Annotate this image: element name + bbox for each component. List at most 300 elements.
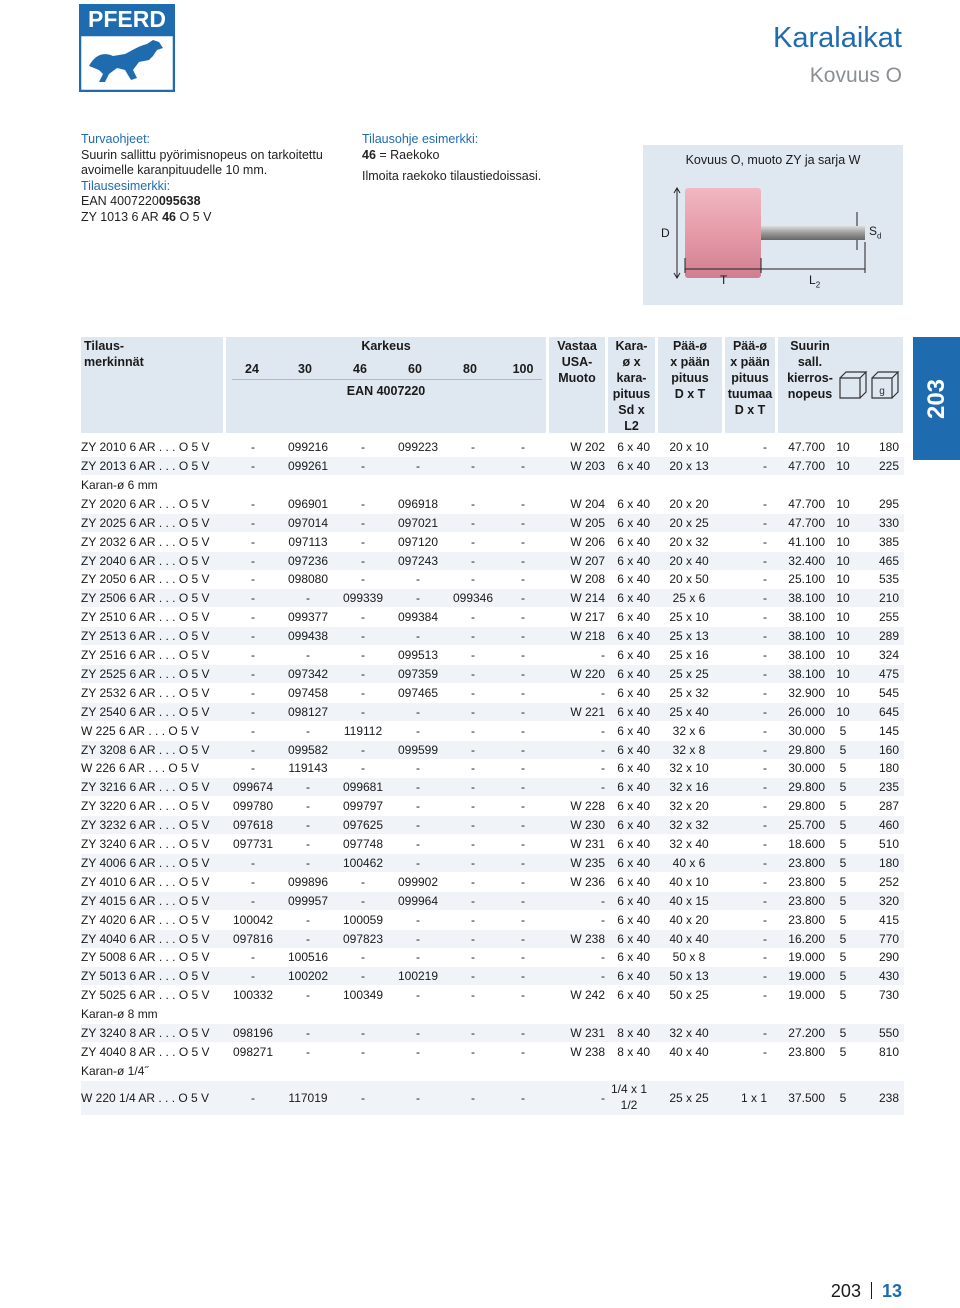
table-cell: - xyxy=(251,761,255,776)
table-cell: 41.100 xyxy=(788,534,825,549)
table-cell: 6 x 40 xyxy=(617,723,650,738)
table-cell: 100349 xyxy=(342,988,384,1003)
table-cell: 099896 xyxy=(287,874,329,889)
table-cell: - xyxy=(306,648,310,662)
table-cell: W 207 xyxy=(570,553,605,568)
table-cell: 6 x 40 xyxy=(617,440,650,454)
table-cell: - xyxy=(521,723,525,738)
table-cell: 210 xyxy=(878,591,899,606)
th-grit-30: 30 xyxy=(298,362,312,376)
table-cell: 29.800 xyxy=(788,742,825,757)
th-grit-46: 46 xyxy=(353,362,367,376)
table-cell: - xyxy=(251,534,255,549)
label-sd xyxy=(869,224,881,240)
order-code-cell: ZY 2532 6 AR . . . O 5 V xyxy=(81,685,210,700)
table-cell: - xyxy=(251,666,255,681)
table-cell: - xyxy=(521,648,525,662)
section-label: Karan-ø 1/4˝ xyxy=(81,1063,149,1078)
order-code-cell: ZY 2013 6 AR . . . O 5 V xyxy=(81,458,210,473)
table-cell: - xyxy=(416,704,420,719)
table-cell: - xyxy=(521,950,525,965)
table-cell: - xyxy=(471,1090,475,1105)
chapter-number: 13 xyxy=(881,1281,902,1301)
page-tab xyxy=(913,337,960,460)
table-cell: - xyxy=(763,893,767,908)
table-cell: - xyxy=(416,780,420,795)
table-cell: 324 xyxy=(878,648,899,662)
table-cell: 40 x 20 xyxy=(669,912,709,927)
table-cell: 415 xyxy=(878,912,899,927)
th-headin-1: Pää-ø xyxy=(732,339,768,353)
table-cell: - xyxy=(471,723,475,738)
table-cell: 29.800 xyxy=(788,799,825,814)
table-row xyxy=(81,1043,904,1061)
table-cell: - xyxy=(763,648,767,662)
table-row xyxy=(81,835,904,853)
table-row xyxy=(81,438,904,456)
table-cell: 40 x 40 xyxy=(669,931,709,946)
table-cell: - xyxy=(251,553,255,568)
table-cell: 238 xyxy=(878,1090,899,1105)
table-cell: 097342 xyxy=(287,666,329,681)
table-cell: - xyxy=(416,591,420,606)
th-usa-2: USA- xyxy=(561,355,593,369)
table-cell: 097021 xyxy=(397,515,439,530)
page-tab-label: 203 xyxy=(922,378,950,419)
table-cell: - xyxy=(361,950,365,965)
label-s: S xyxy=(869,224,878,238)
table-cell: 550 xyxy=(878,1026,899,1041)
table-cell: - xyxy=(471,553,475,568)
table-cell: - xyxy=(251,704,255,719)
table-cell: - xyxy=(306,855,310,870)
order-code-cell: ZY 2513 6 AR . . . O 5 V xyxy=(81,629,210,644)
table-row xyxy=(81,948,904,966)
table-cell: - xyxy=(361,440,365,454)
table-cell: - xyxy=(416,1026,420,1041)
table-cell: - xyxy=(521,1026,525,1041)
order-code-cell: ZY 4020 6 AR . . . O 5 V xyxy=(81,912,210,927)
diagram-title: Kovuus O, muoto ZY ja sarja W xyxy=(685,153,861,167)
order-example-code xyxy=(81,210,341,226)
table-cell: 145 xyxy=(878,723,899,738)
order-code-cell: ZY 2020 6 AR . . . O 5 V xyxy=(81,496,210,511)
table-cell: - xyxy=(521,1090,525,1105)
table-cell: 475 xyxy=(878,666,899,681)
table-cell: W 205 xyxy=(570,515,605,530)
table-cell: - xyxy=(763,837,767,851)
package-icons xyxy=(838,368,900,402)
table-cell: 6 x 40 xyxy=(617,969,650,984)
table-cell: - xyxy=(763,912,767,927)
table-cell: W 228 xyxy=(570,799,605,814)
table-cell: 100042 xyxy=(232,912,274,927)
table-cell: - xyxy=(763,799,767,814)
th-shank-3: kara- xyxy=(616,371,647,385)
order-code-cell: ZY 4015 6 AR . . . O 5 V xyxy=(81,893,210,908)
table-row xyxy=(81,892,904,910)
table-cell: - xyxy=(416,1090,420,1105)
table-cell: 10 xyxy=(836,534,850,549)
table-cell: - xyxy=(251,440,255,454)
table-cell: 50 x 13 xyxy=(669,969,709,984)
table-cell: 098271 xyxy=(232,1045,274,1059)
table-cell: - xyxy=(251,855,255,870)
table-cell: 097465 xyxy=(397,685,439,700)
table-cell: 097120 xyxy=(397,534,439,549)
table-cell: 097236 xyxy=(287,553,329,568)
table-cell: - xyxy=(471,969,475,984)
table-cell: 18.600 xyxy=(788,837,825,851)
table-cell: 32 x 6 xyxy=(672,723,706,738)
table-row xyxy=(81,627,904,645)
table-cell: - xyxy=(361,874,365,889)
table-cell: - xyxy=(763,1026,767,1041)
table-cell: - xyxy=(416,458,420,473)
table-cell: 6 x 40 xyxy=(617,799,650,814)
table-cell: - xyxy=(601,912,605,927)
table-cell: 295 xyxy=(878,496,899,511)
table-cell: 20 x 20 xyxy=(669,496,709,511)
table-cell: - xyxy=(306,1045,310,1059)
th-shank-1: Kara- xyxy=(615,339,648,353)
table-cell: 100462 xyxy=(342,855,384,870)
table-cell: 5 xyxy=(839,818,847,833)
table-cell: 47.700 xyxy=(788,440,825,454)
table-cell: 25.700 xyxy=(788,818,825,833)
table-cell: 40 x 10 xyxy=(669,874,709,889)
order-code-cell: ZY 2525 6 AR . . . O 5 V xyxy=(81,666,210,681)
table-cell: 10 xyxy=(836,610,850,625)
order-code-cell: ZY 5025 6 AR . . . O 5 V xyxy=(81,988,210,1003)
table-cell: 10 xyxy=(836,515,850,530)
instr-text: Ilmoita raekoko tilaustiedoissasi. xyxy=(362,169,542,183)
table-cell: 097823 xyxy=(342,931,384,946)
table-cell: - xyxy=(763,515,767,530)
th-shank-4: pituus xyxy=(612,387,651,401)
table-cell: - xyxy=(521,496,525,511)
order-code-cell: W 225 6 AR . . . O 5 V xyxy=(81,723,200,738)
th-shank-2: ø x xyxy=(622,355,641,369)
shank xyxy=(761,226,865,240)
table-row xyxy=(81,911,904,929)
table-cell: - xyxy=(471,742,475,757)
table-cell: W 208 xyxy=(570,572,605,587)
table-cell: - xyxy=(416,572,420,587)
table-cell: 6 x 40 xyxy=(617,458,650,473)
table-row xyxy=(81,495,904,513)
order-code-cell: ZY 4040 8 AR . . . O 5 V xyxy=(81,1045,210,1059)
table-cell: - xyxy=(763,969,767,984)
table-cell: 6 x 40 xyxy=(617,818,650,833)
product-diagram xyxy=(643,145,903,305)
table-cell: - xyxy=(471,685,475,700)
table-row xyxy=(81,967,904,985)
table-cell: - xyxy=(361,458,365,473)
table-cell: 10 xyxy=(836,458,850,473)
th-speed-4: nopeus xyxy=(787,387,833,401)
table-cell: - xyxy=(601,685,605,700)
order-code-cell: ZY 5013 6 AR . . . O 5 V xyxy=(81,969,210,984)
table-cell: - xyxy=(521,704,525,719)
table-cell: - xyxy=(251,648,255,662)
table-cell: 6 x 40 xyxy=(617,780,650,795)
table-cell: 6 x 40 xyxy=(617,553,650,568)
table-row xyxy=(81,873,904,891)
th-usa-1: Vastaa xyxy=(557,339,597,353)
table-cell: - xyxy=(521,610,525,625)
table-cell: - xyxy=(471,1026,475,1041)
table-cell: - xyxy=(601,969,605,984)
table-cell: 099384 xyxy=(397,610,439,625)
th-head-3: pituus xyxy=(671,371,709,385)
table-cell: 5 xyxy=(839,761,847,776)
table-cell: 5 xyxy=(839,742,847,757)
table-cell: 6 x 40 xyxy=(617,742,650,757)
table-cell: 32.400 xyxy=(788,553,825,568)
table-cell: 20 x 32 xyxy=(669,534,709,549)
table-cell: 1 x 1 xyxy=(740,1090,767,1105)
table-cell: 098080 xyxy=(287,572,329,587)
table-cell: - xyxy=(416,950,420,965)
table-cell: 32 x 16 xyxy=(669,780,709,795)
table-row xyxy=(81,930,904,948)
table-cell: 099674 xyxy=(232,780,274,795)
order-code-cell: W 220 1/4 AR . . . O 5 V xyxy=(81,1090,210,1105)
th-grit: Karkeus xyxy=(361,339,411,353)
table-row xyxy=(81,778,904,796)
order-code-cell: ZY 3240 8 AR . . . O 5 V xyxy=(81,1026,210,1041)
table-cell: 099339 xyxy=(342,591,384,606)
table-cell: - xyxy=(763,704,767,719)
table-cell: 25 x 6 xyxy=(672,591,706,606)
table-cell: - xyxy=(601,723,605,738)
table-cell: 099216 xyxy=(287,440,329,454)
table-row xyxy=(81,1081,904,1115)
grit-separator xyxy=(232,379,542,380)
th-head-2: x pään xyxy=(670,355,710,369)
table-cell: 096901 xyxy=(287,496,329,511)
table-cell: - xyxy=(251,742,255,757)
table-cell: - xyxy=(471,515,475,530)
table-row xyxy=(81,665,904,683)
table-cell: 097113 xyxy=(288,534,328,549)
order-code-cell: ZY 2516 6 AR . . . O 5 V xyxy=(81,648,210,662)
table-cell: 25 x 13 xyxy=(669,629,709,644)
table-cell: 6 x 40 xyxy=(617,950,650,965)
th-headin-5: D x T xyxy=(734,403,766,417)
table-cell: 25 x 16 xyxy=(669,648,709,662)
table-row xyxy=(81,514,904,532)
table-cell: - xyxy=(521,837,525,851)
order-code-cell: ZY 3232 6 AR . . . O 5 V xyxy=(81,818,210,833)
table-cell: - xyxy=(521,515,525,530)
footer-divider xyxy=(871,1282,872,1299)
table-cell: - xyxy=(471,780,475,795)
table-cell: 287 xyxy=(878,799,899,814)
table-cell: - xyxy=(763,666,767,681)
th-shank-6: L2 xyxy=(624,419,639,433)
table-cell: 289 xyxy=(878,629,899,644)
table-cell: - xyxy=(763,553,767,568)
table-cell: 25 x 25 xyxy=(669,666,709,681)
table-cell: W 238 xyxy=(570,931,605,946)
table-cell: 38.100 xyxy=(788,629,825,644)
safety-text-2: avoimelle karanpituudelle 10 mm. xyxy=(81,163,268,177)
th-speed-3: kierros- xyxy=(787,371,833,385)
weight-unit: g xyxy=(879,386,885,397)
table-cell: - xyxy=(306,780,310,795)
table-cell: W 221 xyxy=(570,704,605,719)
table-cell: - xyxy=(251,969,255,984)
table-cell: 47.700 xyxy=(788,496,825,511)
table-cell: 5 xyxy=(839,931,847,946)
table-cell: - xyxy=(763,610,767,625)
table-cell: W 231 xyxy=(570,1026,605,1041)
table-cell: - xyxy=(416,912,420,927)
table-cell: - xyxy=(763,496,767,511)
table-cell: - xyxy=(361,666,365,681)
th-speed-2: sall. xyxy=(797,355,823,369)
table-cell: - xyxy=(361,1026,365,1041)
table-cell: - xyxy=(306,799,310,814)
instr-grit-value: 46 xyxy=(362,147,376,162)
table-cell: 810 xyxy=(878,1045,899,1059)
table-cell: 099957 xyxy=(287,893,329,908)
table-cell: 8 x 40 xyxy=(617,1026,650,1041)
page-title: Karalaikat xyxy=(773,22,902,54)
table-cell: 097748 xyxy=(342,837,384,851)
th-head-1: Pää-ø xyxy=(672,339,708,353)
table-row xyxy=(81,552,904,570)
table-cell: 40 x 6 xyxy=(672,855,706,870)
table-cell: 255 xyxy=(878,610,899,625)
table-cell: 30.000 xyxy=(788,723,825,738)
table-cell: - xyxy=(361,534,365,549)
table-cell: 290 xyxy=(878,950,899,965)
table-cell: 100516 xyxy=(287,950,329,965)
table-row xyxy=(81,570,904,588)
table-cell: 097816 xyxy=(232,931,274,946)
table-cell: 23.800 xyxy=(788,1045,825,1059)
order-code-cell: ZY 3220 6 AR . . . O 5 V xyxy=(81,799,210,814)
section-label: Karan-ø 8 mm xyxy=(81,1007,158,1022)
table-cell: 5 xyxy=(839,874,847,889)
table-cell: 23.800 xyxy=(788,874,825,889)
table-cell: 20 x 13 xyxy=(669,458,709,473)
table-cell: - xyxy=(251,874,255,889)
table-cell: - xyxy=(471,950,475,965)
table-cell: - xyxy=(416,988,420,1003)
table-cell: - xyxy=(251,572,255,587)
table-cell: 8 x 40 xyxy=(617,1045,650,1059)
table-cell: - xyxy=(306,837,310,851)
table-cell: 099797 xyxy=(342,799,384,814)
table-cell: - xyxy=(521,591,525,606)
table-cell: - xyxy=(361,704,365,719)
table-cell: - xyxy=(471,610,475,625)
table-row xyxy=(81,589,904,607)
table-cell: 32 x 40 xyxy=(669,1026,709,1041)
table-cell: - xyxy=(521,855,525,870)
table-cell: 25 x 10 xyxy=(669,610,709,625)
table-cell: - xyxy=(601,1090,605,1105)
table-cell: 25.100 xyxy=(788,572,825,587)
table-cell: 30.000 xyxy=(788,761,825,776)
table-cell: 5 xyxy=(839,799,847,814)
table-cell: - xyxy=(763,818,767,833)
order-code-cell: ZY 4040 6 AR . . . O 5 V xyxy=(81,931,210,946)
order-code-cell: ZY 2540 6 AR . . . O 5 V xyxy=(81,704,210,719)
table-cell: - xyxy=(521,534,525,549)
table-cell: 099599 xyxy=(397,742,439,757)
table-cell: - xyxy=(521,629,525,644)
table-row xyxy=(81,741,904,759)
table-cell: 180 xyxy=(878,440,899,454)
package-quantity-icon xyxy=(840,372,866,398)
table-row xyxy=(81,684,904,702)
table-cell: - xyxy=(361,685,365,700)
table-cell: - xyxy=(416,931,420,946)
table-cell: 099438 xyxy=(287,629,329,644)
table-cell: 38.100 xyxy=(788,666,825,681)
table-cell: 50 x 8 xyxy=(672,950,706,965)
th-order-2: merkinnät xyxy=(84,355,144,369)
table-cell: W 238 xyxy=(570,1045,605,1059)
table-cell: - xyxy=(306,1026,310,1041)
table-cell: 099377 xyxy=(287,610,329,625)
table-cell: 460 xyxy=(878,818,899,833)
table-row xyxy=(81,722,904,740)
table-cell: - xyxy=(521,912,525,927)
table-cell: - xyxy=(521,893,525,908)
safety-text-1: Suurin sallittu pyörimisnopeus on tarkoitettu xyxy=(81,147,323,162)
table-cell: 5 xyxy=(839,1090,847,1105)
table-cell: W 230 xyxy=(570,818,605,833)
table-cell: 47.700 xyxy=(788,515,825,530)
table-cell: - xyxy=(763,931,767,946)
mounted-point-drawing xyxy=(643,145,903,305)
table-cell: - xyxy=(361,610,365,625)
table-cell: 5 xyxy=(839,1026,847,1041)
order-example-ean xyxy=(81,194,341,210)
table-cell: W 231 xyxy=(570,837,605,851)
table-cell: 6 x 40 xyxy=(617,855,650,870)
table-cell: 097618 xyxy=(232,818,274,833)
table-cell: 117019 xyxy=(288,1090,328,1105)
label-s-sub: d xyxy=(877,231,882,241)
table-cell: 6 x 40 xyxy=(617,666,650,681)
table-cell: W 214 xyxy=(570,591,605,606)
table-cell: - xyxy=(763,874,767,889)
table-cell: - xyxy=(763,572,767,587)
th-grit-24: 24 xyxy=(245,362,259,376)
table-cell: 6 x 40 xyxy=(617,610,650,625)
table-cell: 5 xyxy=(839,969,847,984)
table-cell: 535 xyxy=(878,572,899,587)
table-cell: 099681 xyxy=(342,780,384,795)
table-cell: 38.100 xyxy=(788,648,825,662)
table-cell: 40 x 40 xyxy=(669,1045,709,1059)
table-cell: - xyxy=(416,818,420,833)
table-cell: - xyxy=(416,855,420,870)
svg-text:PFERD: PFERD xyxy=(88,6,166,32)
table-cell: 5 xyxy=(839,723,847,738)
ean-prefix: EAN 4007220 xyxy=(81,194,159,208)
table-cell: 32 x 8 xyxy=(672,742,706,757)
table-cell: 545 xyxy=(878,685,899,700)
table-cell: - xyxy=(361,742,365,757)
